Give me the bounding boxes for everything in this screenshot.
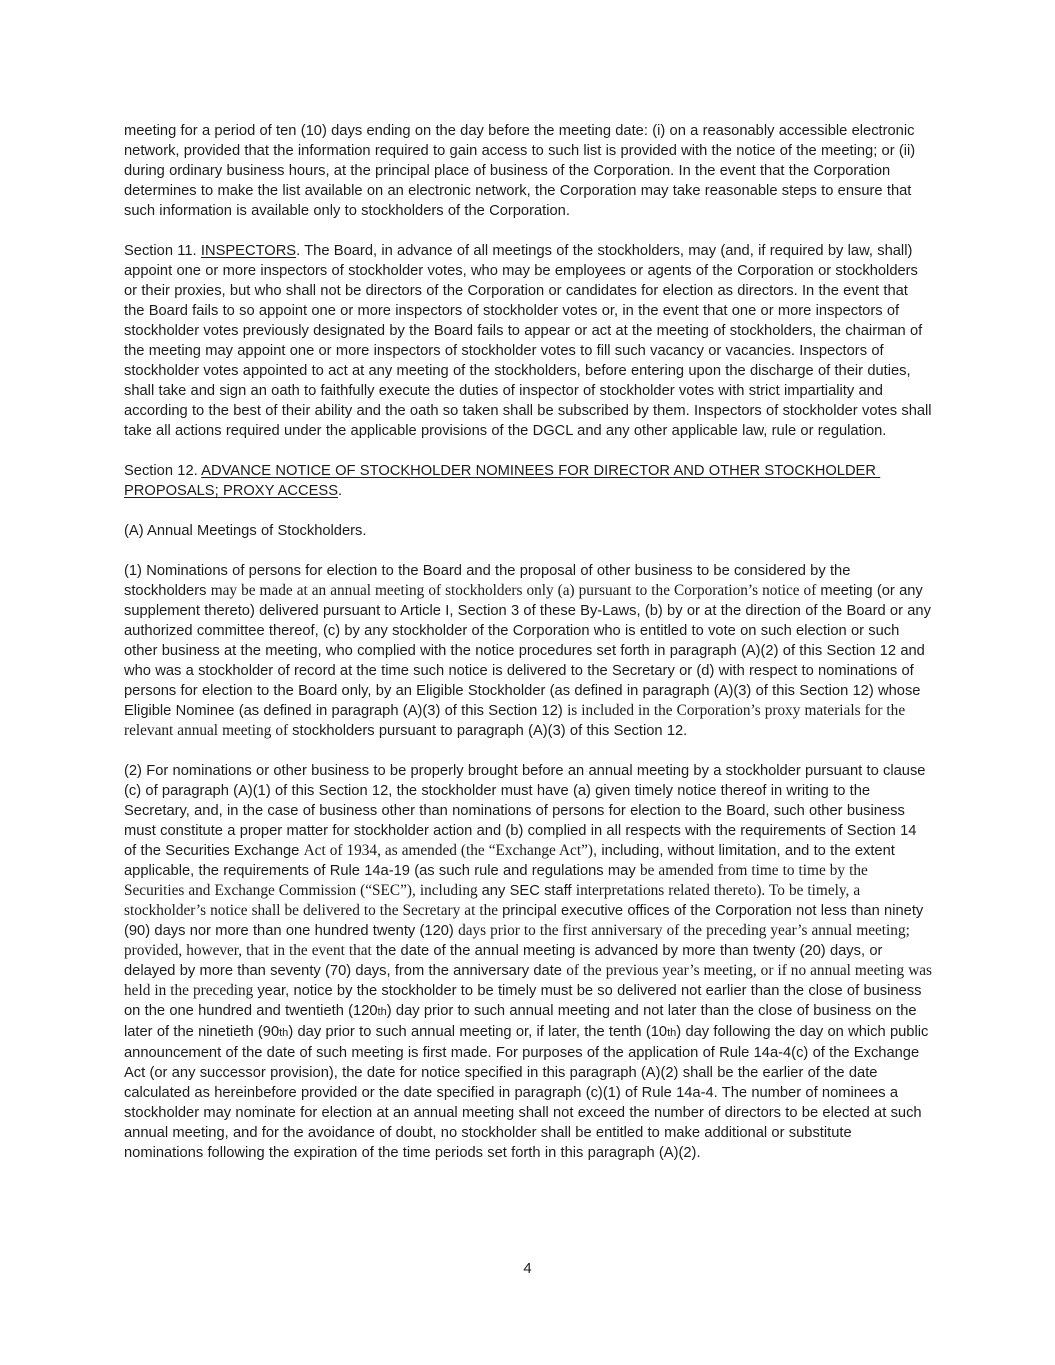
text-run: days prior to the first anniversary of the preceding year’s annual meeting; provided, however, that in the event that	[124, 922, 914, 959]
paragraph	[124, 761, 937, 1163]
paragraph	[124, 561, 936, 741]
document-page	[124, 121, 937, 1183]
paragraph	[124, 241, 936, 441]
text-run: interpretations related thereto). To be timely, a stockholder’s notice shall be delivered to the Secretary at the	[124, 882, 865, 919]
text-run: (1) Nominations of persons for election to the Board and the proposal of other business to be considered by the stockholders	[124, 563, 855, 599]
text-run: stockholders pursuant to paragraph (A)(3) of this Section 12.	[292, 723, 688, 739]
text-run: of the previous year’s meeting, or if no annual meeting was held in the preceding	[124, 962, 937, 999]
text-run: INSPECTORS	[200, 243, 297, 259]
text-run: th	[377, 1006, 387, 1018]
text-run: (2) For nominations or other business to be properly brought before an annual meeting by a stockholder pursuant to clause (c) of paragraph (A)(1) of this Section 12, the stockholder must have (a) given timely notice thereof in writing to the Secretary, and, in the case of business other than nominations of persons for election to the Board, such other business must constitute a proper matter for stockholder action and (b) complied in all respects with the requirements of Section 14 of the Securities Exchange	[124, 763, 930, 859]
paragraph	[124, 121, 932, 221]
text-run: ) day prior to such annual meeting and not later than the close of business on the later of the ninetieth (90	[124, 1003, 921, 1040]
document-body	[124, 121, 937, 1163]
text-run: year, notice by the stockholder to be timely must be so delivered not earlier than the close of business on the one hundred and twentieth (120	[124, 983, 926, 1019]
text-run: may be made at an annual meeting of stockholders only (a) pursuant to the Corporation’s notice of	[210, 582, 821, 599]
text-run: , including, without limitation, and to the extent applicable, the requirements of Rule 14a-19 (as such rule and regulations may	[124, 843, 900, 879]
page-number: 4	[523, 1260, 532, 1277]
text-run: any SEC staff	[481, 883, 576, 899]
text-run: meeting (or any supplement thereto) delivered pursuant to Article I, Section 3 of these By-Laws, (b) by or at the direction of the Board or any authorized committee thereof, (c) by any stockholder of the Corporation who is entitled to vote on such election or such other business at the meeting, who complied with the notice procedures set forth in paragraph (A)(2) of this Section 12 and who was a stockholder of record at the time such notice is delivered to the Secretary or (d) with respect to nominations of persons for election to the Board only, by an Eligible Stockholder (as defined in paragraph (A)(3) of this Section 12) whose Eligible Nominee (as defined in paragraph (A)(3) of this Section 12)	[124, 583, 936, 719]
text-run: . The Board, in advance of all meetings of the stockholders, may (and, if required by law, shall) appoint one or more inspectors of stockholder votes, who may be employees or agents of the Corporation or stockholders or their proxies, but who shall not be directors of the Corporation or candidates for election as directors. In the event that the Board fails to so appoint one or more inspectors of stockholder votes or, in the event that one or more inspectors of stockholder votes previously designated by the Board fails to appear or act at the meeting of stockholders, the chairman of the meeting may appoint one or more inspectors of stockholder votes to fill such vacancy or vacancies. Inspectors of stockholder votes appointed to act at any meeting of the stockholders, before entering upon the discharge of their duties, shall take and sign an oath to faithfully execute the duties of inspector of stockholder votes with strict impartiality and according to the best of their ability and the oath so taken shall be subscribed by them. Inspectors of stockholder votes shall take all actions required under the applicable provisions of the DGCL and any other applicable law, rule or regulation.	[124, 243, 936, 439]
text-run: th	[667, 1027, 677, 1039]
text-run: Act of 1934, as amended (the “Exchange Act”)	[303, 842, 593, 859]
text-run: ) day prior to such annual meeting or, if later, the tenth (10	[288, 1024, 668, 1040]
text-run: principal executive offices of the Corporation not less than ninety (90) days nor more than one hundred twenty (120)	[124, 903, 928, 939]
text-run: ) day following the day on which public announcement of the date of such meeting is first made. For purposes of the application of Rule 14a-4(c) of the Exchange Act (or any successor provision), the date for notice specified in this paragraph (A)(2) shall be the earlier of the date calculated as hereinbefore provided or the date specified in paragraph (c)(1) of Rule 14a-4. The number of nominees a stockholder may nominate for election at an annual meeting shall not exceed the number of directors to be elected at such annual meeting, and for the avoidance of doubt, no stockholder shall be entitled to make additional or substitute nominations following the expiration of the time periods set forth in this paragraph (A)(2).	[124, 1024, 933, 1161]
text-run: is included in the Corporation’s proxy materials for the relevant annual meeting of	[124, 702, 910, 739]
paragraph	[124, 521, 932, 541]
text-run: be amended from time to time by the Securities and Exchange Commission (“SEC”), including	[124, 862, 872, 899]
text-run: th	[279, 1027, 289, 1039]
text-run: .	[338, 483, 343, 499]
text-run: meeting for a period of ten (10) days ending on the day before the meeting date: (i) on a reasonably accessible electronic network, provided that the information required to gain access to such list is provided with the notice of the meeting; or (ii) during ordinary business hours, at the principal place of business of the Corporation. In the event that the Corporation determines to make the list available on an electronic network, the Corporation may take reasonable steps to ensure that such information is available only to stockholders of the Corporation.	[124, 123, 920, 219]
text-run: Section 11.	[124, 243, 201, 259]
paragraph	[124, 461, 932, 501]
text-run: ADVANCE NOTICE OF STOCKHOLDER NOMINEES FOR DIRECTOR AND OTHER STOCKHOLDER PROPOSALS; PROXY ACCESS	[124, 463, 881, 499]
text-run: (A) Annual Meetings of Stockholders.	[124, 523, 367, 539]
text-run: the date of the annual meeting is advanced by more than twenty (20) days, or delayed by more than seventy (70) days, from the anniversary date	[124, 943, 887, 979]
text-run: Section 12.	[124, 463, 202, 479]
